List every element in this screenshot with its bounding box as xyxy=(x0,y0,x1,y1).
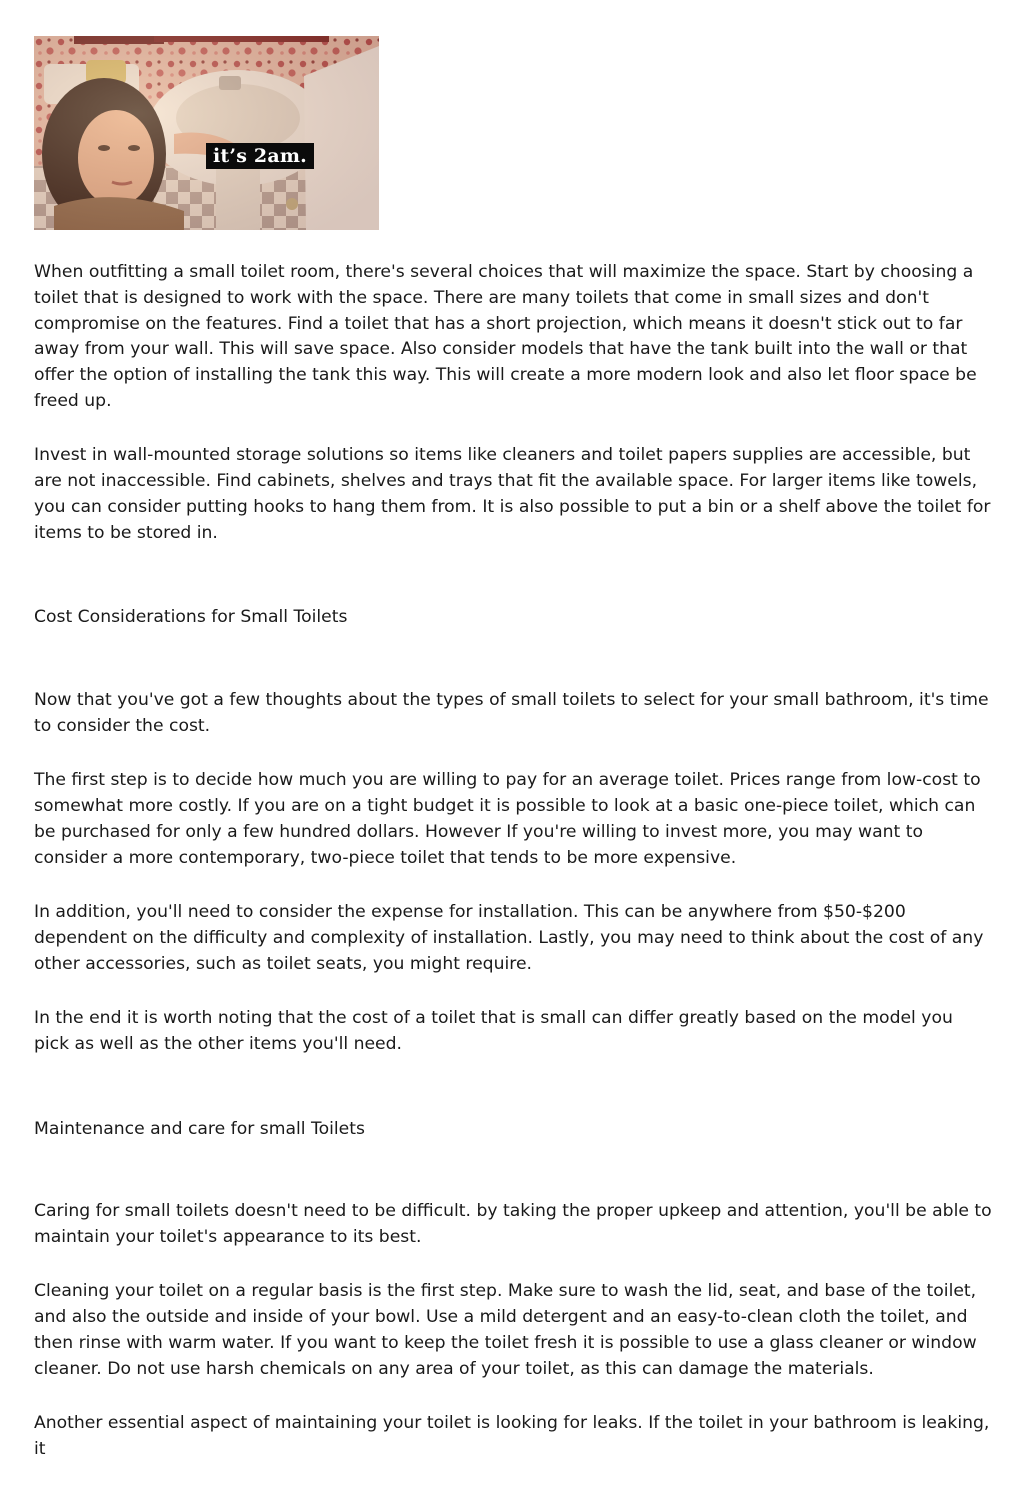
paragraph: In addition, you'll need to consider the expense for installation. This can be anywhere from $50-$200 dependent on the difficulty and complexity of installation. Lastly, you may need to think about the cost of any other accessories, such as toilet seats, you might require. xyxy=(34,902,984,974)
bathroom-photo xyxy=(34,36,379,230)
article-body xyxy=(34,260,992,1463)
bathroom-photo-illustration xyxy=(34,36,379,230)
document-page xyxy=(34,36,992,1491)
paragraph: The first step is to decide how much you are willing to pay for an average toilet. Prices range from low-cost to somewhat more costly. If you are on a tight budget it is possible to look at a basic one-piece toilet, which can be purchased for only a few hundred dollars. However If you're willing to invest more, you may want to consider a more contemporary, two-piece toilet that tends to be more expensive. xyxy=(34,770,981,868)
photo-caption: it’s 2am. xyxy=(206,143,314,169)
paragraph: In the end it is worth noting that the cost of a toilet that is small can differ greatly based on the model you pick as well as the other items you'll need. xyxy=(34,1007,953,1054)
paragraph: Invest in wall-mounted storage solutions so items like cleaners and toilet papers supplies are accessible, but are not inaccessible. Find cabinets, shelves and trays that fit the available space. For larger items like towels, you can consider putting hooks to hang them from. It is also possible to put a bin or a shelf above the toilet for items to be stored in. xyxy=(34,445,991,543)
paragraph: Caring for small toilets doesn't need to be difficult. by taking the proper upkeep and attention, you'll be able to maintain your toilet's appearance to its best. xyxy=(34,1201,992,1248)
section-heading-maintenance: Maintenance and care for small Toilets xyxy=(34,1118,365,1139)
section-heading-cost: Cost Considerations for Small Toilets xyxy=(34,607,348,628)
paragraph: Cleaning your toilet on a regular basis is the first step. Make sure to wash the lid, seat, and base of the toilet, and also the outside and inside of your bowl. Use a mild detergent and an easy-to-clean cloth the toilet, and then rinse with warm water. If you want to keep the toilet fresh it is possible to use a glass cleaner or window cleaner. Do not use harsh chemicals on any area of your toilet, as this can damage the materials. xyxy=(34,1281,977,1379)
paragraph: Now that you've got a few thoughts about the types of small toilets to select for your small bathroom, it's time to consider the cost. xyxy=(34,690,989,737)
paragraph: Another essential aspect of maintaining your toilet is looking for leaks. If the toilet in your bathroom is leaking, it xyxy=(34,1413,990,1459)
paragraph: When outfitting a small toilet room, there's several choices that will maximize the space. Start by choosing a toilet that is designed to work with the space. There are many toilets that come in small sizes and don't compromise on the features. Find a toilet that has a short projection, which means it doesn't stick out to far away from your wall. This will save space. Also consider models that have the tank built into the wall or that offer the option of installing the tank this way. This will create a more modern look and also let floor space be freed up. xyxy=(34,262,977,411)
